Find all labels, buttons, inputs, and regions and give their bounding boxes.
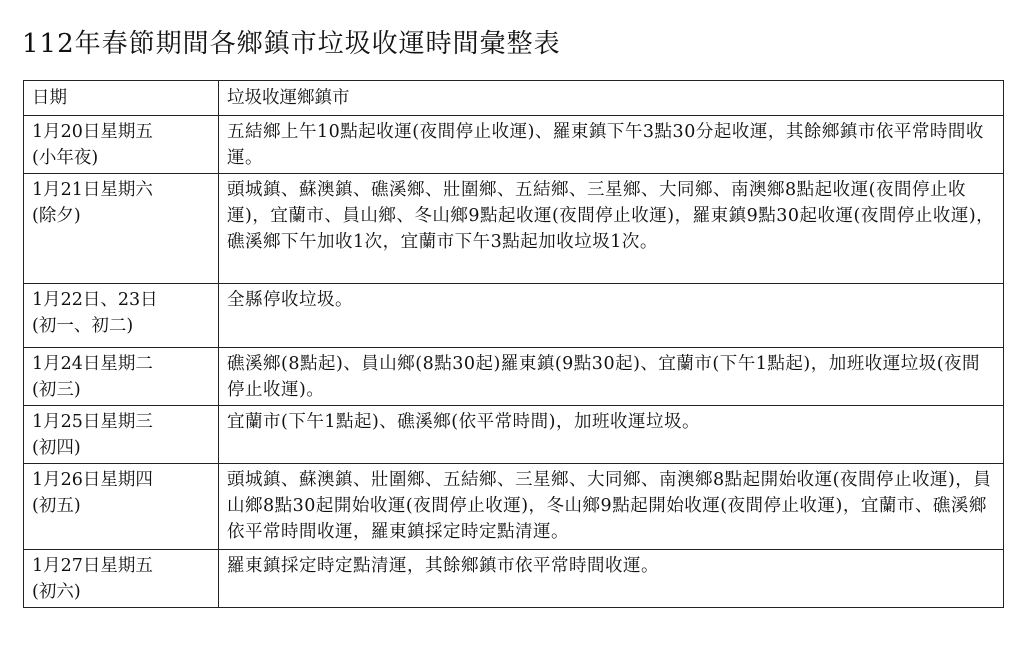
holiday-note: (初四) [32,438,81,458]
table-row [24,116,1004,174]
table-row [24,550,1004,608]
collection-description: 宜蘭市(下午1點起)、礁溪鄉(依平常時間)，加班收運垃圾。 [219,406,1004,464]
table-row [24,464,1004,550]
page-title: 112年春節期間各鄉鎮市垃圾收運時間彙整表 [22,29,561,59]
table-row [24,174,1004,284]
date-text: 1月25日星期三 [32,412,153,432]
holiday-note: (初一、初二) [32,316,134,336]
holiday-note: (除夕) [32,206,81,226]
collection-description: 羅東鎮採定時定點清運，其餘鄉鎮市依平常時間收運。 [219,550,1004,608]
collection-description: 全縣停收垃圾。 [219,284,1004,348]
schedule-table [23,80,1004,608]
collection-description: 五結鄉上午10點起收運(夜間停止收運)、羅東鎮下午3點30分起收運，其餘鄉鎮市依平常時間收運。 [219,116,1004,174]
date-cell [24,174,219,284]
date-cell [24,284,219,348]
date-cell [24,464,219,550]
table-row [24,348,1004,406]
date-text: 1月20日星期五 [32,122,153,142]
table-header-row [24,81,1004,116]
holiday-note: (初五) [32,496,81,516]
date-cell [24,550,219,608]
collection-description: 頭城鎮、蘇澳鎮、壯圍鄉、五結鄉、三星鄉、大同鄉、南澳鄉8點起開始收運(夜間停止收運)，員山鄉8點30起開始收運(夜間停止收運)，冬山鄉9點起開始收運(夜間停止收運)，宜蘭市、礁溪鄉依平常時間收運，羅東鎮採定時定點清運。 [219,464,1004,550]
date-text: 1月22日、23日 [32,290,158,310]
holiday-note: (初三) [32,380,81,400]
collection-description: 礁溪鄉(8點起)、員山鄉(8點30起)羅東鎮(9點30起)、宜蘭市(下午1點起)，加班收運垃圾(夜間停止收運)。 [219,348,1004,406]
column-header-date: 日期 [24,81,219,116]
date-cell [24,116,219,174]
date-text: 1月24日星期二 [32,354,153,374]
table-row [24,406,1004,464]
date-text: 1月27日星期五 [32,556,153,576]
date-text: 1月21日星期六 [32,180,153,200]
collection-description: 頭城鎮、蘇澳鎮、礁溪鄉、壯圍鄉、五結鄉、三星鄉、大同鄉、南澳鄉8點起收運(夜間停止收運)，宜蘭市、員山鄉、冬山鄉9點起收運(夜間停止收運)，羅東鎮9點30起收運(夜間停止收運)，礁溪鄉下午加收1次，宜蘭市下午3點起加收垃圾1次。 [219,174,1004,284]
column-header-collection: 垃圾收運鄉鎮市 [219,81,1004,116]
date-cell [24,406,219,464]
holiday-note: (初六) [32,582,81,602]
holiday-note: (小年夜) [32,148,99,168]
date-cell [24,348,219,406]
table-row [24,284,1004,348]
date-text: 1月26日星期四 [32,470,153,490]
